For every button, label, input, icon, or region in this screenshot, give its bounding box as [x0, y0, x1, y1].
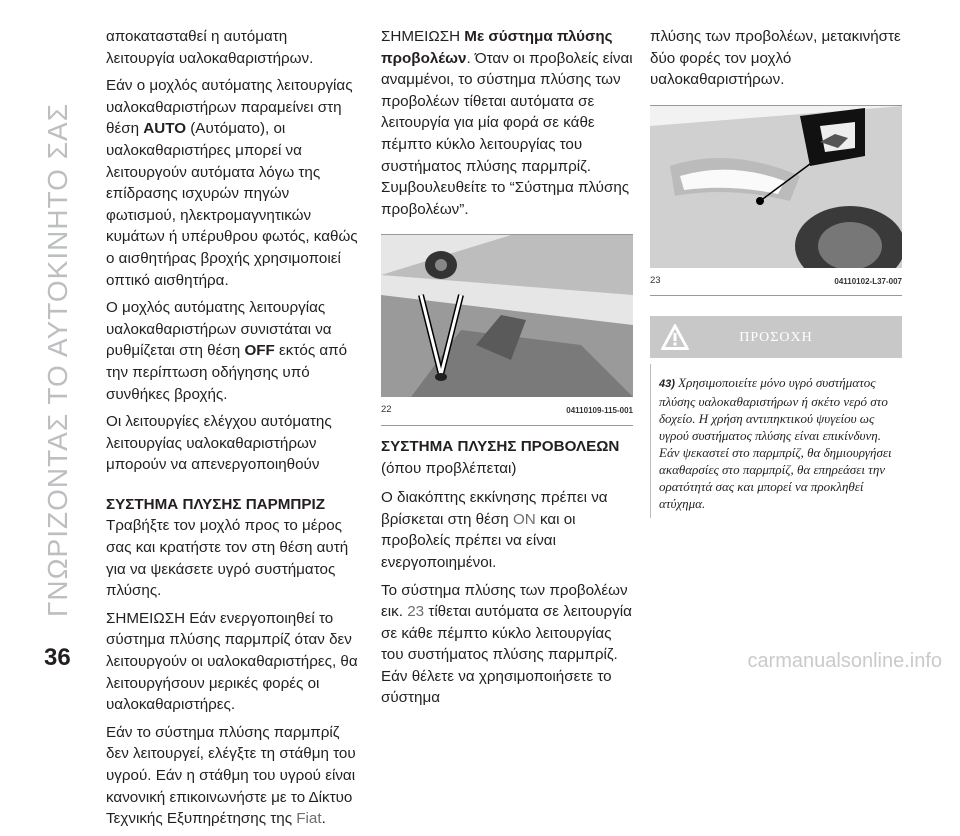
column-3	[650, 26, 902, 518]
warning-number: 43)	[659, 378, 675, 391]
section-title: ΓΝΩΡΙΖΟΝΤΑΣ ΤΟ ΑΥΤΟΚΙΝΗΤΟ ΣΑΣ	[42, 102, 73, 618]
figure-22	[381, 234, 633, 426]
section-heading: ΣΥΣΤΗΜΑ ΠΛΥΣΗΣ ΠΑΡΜΠΡΙΖ	[106, 495, 326, 513]
washer-nozzle-illustration	[381, 235, 633, 397]
figure-caption	[650, 268, 902, 296]
paragraph: Εάν το σύστημα πλύσης παρμπρίζ δεν λειτουργεί, ελέγξτε τη στάθμη του υγρού. Εάν η στάθμη του υγρού είναι κανονική επικοινωνήστε με το Δίκτυο Τεχνικής Εξυπηρέτησης της Fiat.	[106, 723, 356, 828]
section-subheading: (όπου προβλέπεται)	[381, 459, 517, 477]
paragraph: Ο μοχλός αυτόματης λειτουργίας υαλοκαθαριστήρων συνιστάται να ρυθμίζεται στη θέση OFF εκτός από την περίπτωση οδήγησης υπό συνθήκες βροχής.	[106, 299, 348, 403]
paragraph: πλύσης των προβολέων, μετακινήστε δύο φορές τον μοχλό υαλοκαθαριστήρων.	[650, 28, 901, 89]
warning-box	[650, 316, 902, 518]
paragraph: Τραβήξτε τον μοχλό προς το μέρος σας και κρατήστε τον στη θέση αυτή για να ψεκάσετε υγρό συστήματος πλύσης.	[106, 517, 349, 600]
paragraph: αποκατασταθεί η αυτόματη λειτουργία υαλοκαθαριστήρων.	[106, 28, 314, 67]
brand-ref: Fiat	[296, 810, 322, 828]
column-2	[381, 26, 633, 715]
figure-ref: 23	[407, 603, 425, 621]
figure-caption	[381, 397, 633, 425]
figure-number: 23	[650, 274, 661, 286]
paragraph: Ο διακόπτης εκκίνησης πρέπει να βρίσκεται στη θέση ON και οι προβολείς πρέπει να είναι ενεργοποιημένοι.	[381, 489, 608, 571]
paragraph: Οι λειτουργίες ελέγχου αυτόματης λειτουργίας υαλοκαθαριστήρων μπορούν να απενεργοποιηθούν	[106, 413, 332, 474]
warning-header	[650, 316, 902, 358]
section-heading: ΣΥΣΤΗΜΑ ΠΛΥΣΗΣ ΠΡΟΒΟΛΕΩΝ	[381, 437, 620, 455]
note-paragraph: ΣΗΜΕΙΩΣΗ Εάν ενεργοποιηθεί το σύστημα πλύσης παρμπρίζ όταν δεν λειτουργούν οι υαλοκαθαριστήρες, θα λειτουργήσουν μερικές φορές οι υαλοκαθαριστήρες.	[106, 609, 358, 714]
figure-code: 04110109-115-001	[566, 406, 633, 416]
headlamp-washer-illustration	[650, 106, 902, 268]
paragraph: Το σύστημα πλύσης των προβολέων εικ. 23 τίθεται αυτόματα σε λειτουργία σε κάθε πέμπτο κύκλο λειτουργίας του συστήματος πλύσης παρμπρίζ. Εάν θέλετε να χρησιμοποιήσετε το σύστημα	[381, 581, 632, 707]
paragraph: Εάν ο μοχλός αυτόματης λειτουργίας υαλοκαθαριστήρων παραμείνει στη θέση AUTO (Αυτόματο), οι υαλοκαθαριστήρες μπορεί να λειτουργούν αυτόματα λόγω της επίδρασης ισχυρών πηγών φωτισμού, ηλεκτρομαγνητικών κυμάτων ή υπέρυθρου φωτός, καθώς ο αισθητήρας βροχής χρησιμοποιεί οπτικό αισθητήρα.	[106, 77, 358, 289]
warning-title: ΠΡΟΣΟΧΗ	[739, 329, 813, 345]
page-number: 36	[44, 644, 71, 671]
watermark: carmanualsonline.info	[747, 650, 942, 672]
note-paragraph: ΣΗΜΕΙΩΣΗ Με σύστημα πλύσης προβολέων. Όταν οι προβολείς είναι αναμμένοι, το σύστημα πλύσης των προβολέων τίθεται αυτόματα σε λειτουργία για μία φορά σε κάθε πέμπτο κύκλο λειτουργίας του συστήματος πλύσης παρμπρίζ. Συμβουλευθείτε το “Σύστημα πλύσης προβολέων”.	[381, 28, 633, 218]
figure-23	[650, 105, 902, 297]
warning-text: 43) Χρησιμοποιείτε μόνο υγρό συστήματος πλύσης υαλοκαθαριστήρων ή σκέτο νερό στο δοχείο. Η χρήση αντιπηκτικού ψυγείου ως υγρού συστήματος πλύσης είναι επικίνδυνη. Εάν ψεκαστεί στο παρμπρίζ, θα δημιουργήσει ακαθαρσίες στο παρμπρίζ, θα επηρεάσει την ορατότητά σας και μπορεί να προκληθεί ατύχημα.	[650, 364, 902, 518]
figure-number: 22	[381, 404, 392, 416]
sidebar	[0, 0, 80, 678]
warning-triangle-icon	[660, 323, 690, 351]
figure-code: 04110102-L37-007	[834, 276, 902, 286]
column-1	[106, 26, 358, 836]
